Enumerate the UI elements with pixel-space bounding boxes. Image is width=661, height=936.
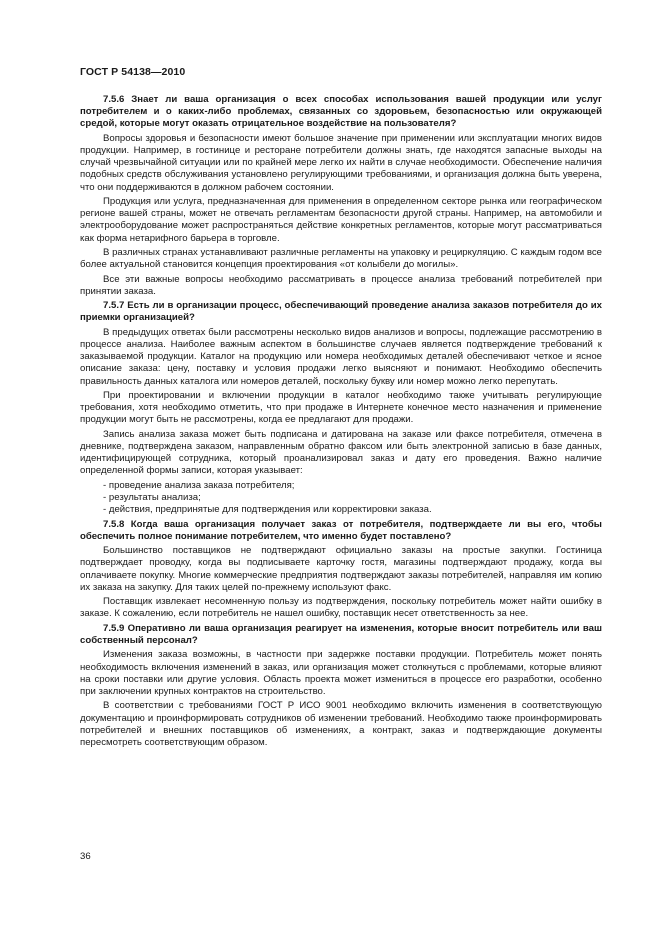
- paragraph: Продукция или услуга, предназначенная для применения в определенном секторе рынка или географическом регионе вашей страны, может не отвечать регламентам безопасности другой страны. Например, на автомобили и электрооборудование может распространяться действие конкретных регламентов, которые могут рассматриваться как форма нетарифного барьера в торговле.: [80, 196, 602, 244]
- paragraph: При проектировании и включении продукции в каталог необходимо также учитывать регулирующие требования, хотя необходимо отметить, что при продаже в Интернете конечное место назначения и применение продукции могут быть не рассмотрены, когда ее предлагают для продажи.: [80, 389, 602, 426]
- paragraph: Все эти важные вопросы необходимо рассматривать в процессе анализа требований потребителей при принятии заказа.: [80, 273, 602, 297]
- paragraph: Вопросы здоровья и безопасности имеют большое значение при применении или эксплуатации многих видов продукции. Например, в гостинице и ресторане потребители должны знать, где находятся запасные выходы на случай чрезвычайной ситуации или по крайней мере легко их найти в случае необходимости. Обеспечение наличия подобных средств обслуживания установлено регулирующими требованиями, и организация должна быть уверена, что они поддерживаются в должном рабочем состоянии.: [80, 132, 602, 193]
- paragraph: Поставщик извлекает несомненную пользу из подтверждения, поскольку потребитель может найти ошибку в заказе. К сожалению, если потребитель не нашел ошибку, поставщик несет ответственность за нее.: [80, 596, 602, 620]
- paragraph: В соответствии с требованиями ГОСТ Р ИСО 9001 необходимо включить изменения в соответствующую документацию и проинформировать сотрудников об изменении требований. Необходимо также проинформировать потребителей и внешних поставщиков об изменениях, а контракт, заказ и подтверждающие документы пересмотреть соответствующим образом.: [80, 700, 602, 748]
- paragraph: Запись анализа заказа может быть подписана и датирована на заказе или факсе потребителя, отмечена в дневнике, подтверждена заказом, направленным обратно факсом или быть электронной записью в базе данных, идентифицирующей сотрудника, который проанализировал заказ и дату его проведения. Важно наличие определенной формы записи, которая указывает:: [80, 428, 602, 477]
- paragraph: Большинство поставщиков не подтверждают официально заказы на простые закупки. Гостиница подтверждает проводку, когда вы подписываете карточку гостя, магазины подтверждают продажу, когда вы оплачиваете покупку. Многие коммерческие предприятия подтверждают заказы потребителей, направляя им копию их заказа на закупку. Для таких целей по-прежнему используют факс.: [80, 545, 602, 593]
- question-7-5-9: 7.5.9 Оперативно ли ваша организация реагирует на изменения, которые вносит потребитель или ваш собственный персонал?: [80, 622, 602, 646]
- question-7-5-6: 7.5.6 Знает ли ваша организация о всех способах использования вашей продукции или услуг потребителем и о каких-либо проблемах, связанных со здоровьем, безопасностью или окружающей средой, которые могут оказать отрицательное воздействие на пользователя?: [80, 94, 602, 130]
- paragraph: Изменения заказа возможны, в частности при задержке поставки продукции. Потребитель может понять необходимость включения изменений в заказ, или организация может столкнуться с проблемами, которые влияют на сроки поставки или другие условия. Область проекта может измениться в процессе его разработки, особенно при заключении крупных контрактов на строительство.: [80, 649, 602, 697]
- list-item: - проведение анализа заказа потребителя;: [80, 480, 602, 492]
- list-item: - результаты анализа;: [80, 492, 602, 504]
- question-7-5-7: 7.5.7 Есть ли в организации процесс, обеспечивающий проведение анализа заказов потребителя до их приемки организацией?: [80, 300, 602, 324]
- list-item: - действия, предпринятые для подтверждения или корректировки заказа.: [80, 504, 602, 516]
- paragraph: В предыдущих ответах были рассмотрены несколько видов анализов и вопросы, подлежащие рассмотрению в процессе анализа. Наиболее важным аспектом в большинстве случаев является подтверждение требований к заказываемой продукции. Каталог на продукцию или номера необходимых деталей обеспечивают четкое и ясное описание заказа: цену, поставку и условия продажи легко выясняют и понимают. Необходимо обеспечить правильность данных каталога или номеров деталей, поскольку букву или номер можно легко перепутать.: [80, 326, 602, 387]
- question-7-5-8: 7.5.8 Когда ваша организация получает заказ от потребителя, подтверждаете ли вы его, чтобы обеспечить полное понимание потребителем, что именно будет поставлено?: [80, 518, 602, 542]
- record-list: [80, 480, 602, 517]
- page-number: 36: [80, 851, 91, 862]
- paragraph: В различных странах устанавливают различные регламенты на упаковку и рециркуляцию. С каждым годом все более актуальной становится концепция проектирования «от колыбели до могилы».: [80, 247, 602, 271]
- document-body: [80, 94, 602, 751]
- document-header: ГОСТ Р 54138—2010: [80, 66, 186, 78]
